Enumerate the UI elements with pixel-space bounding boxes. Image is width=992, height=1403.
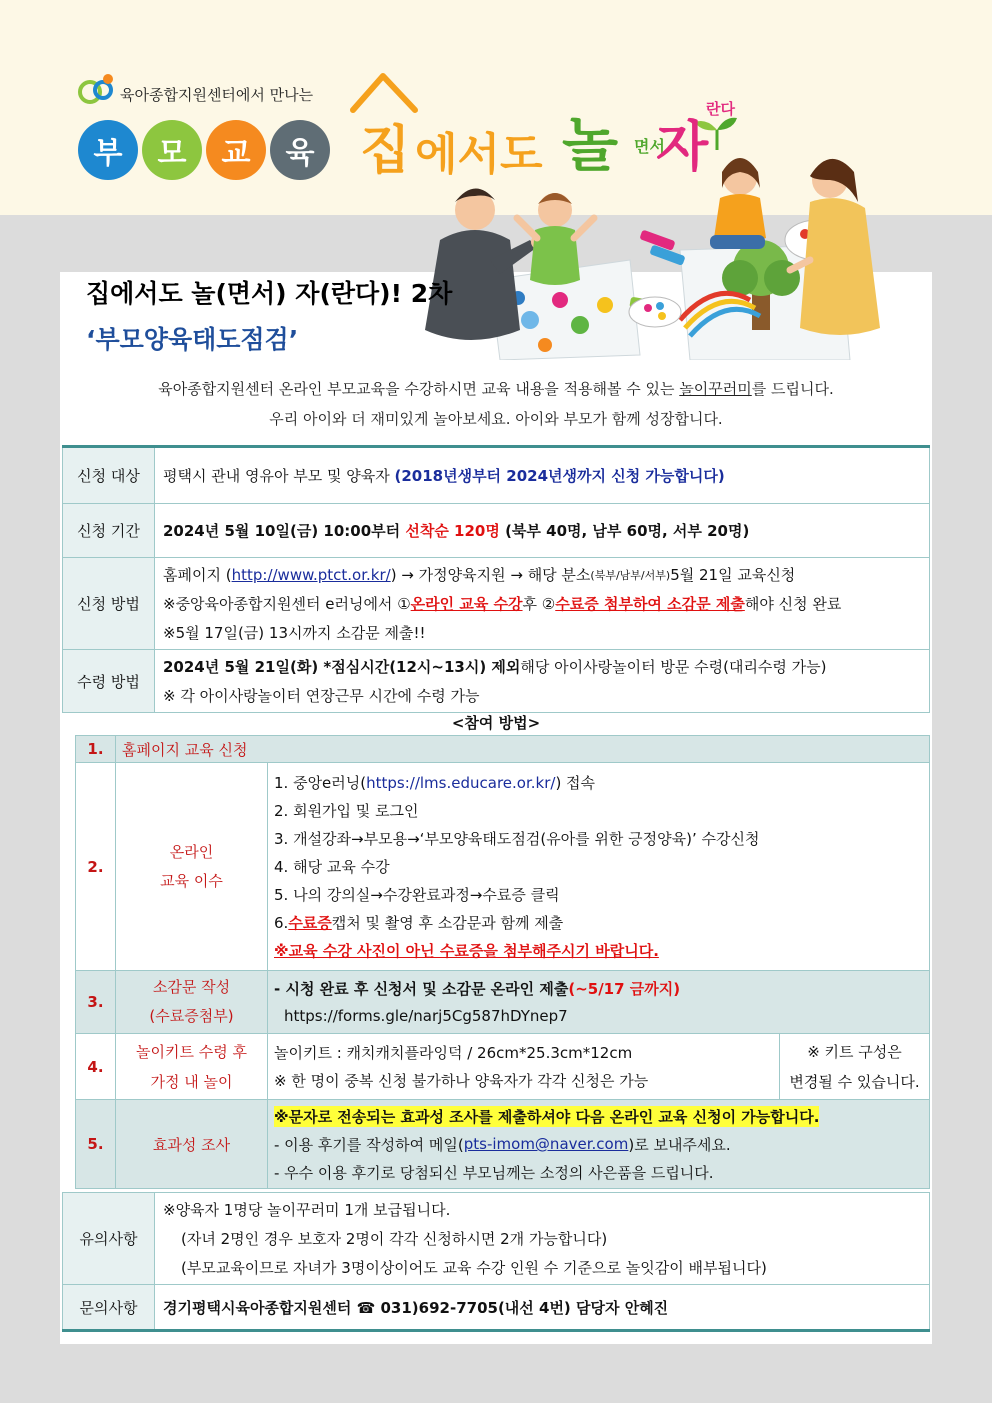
s3-l1-red: (~5/17 금까지) (568, 979, 681, 998)
caution-line-2: (자녀 2명인 경우 보호자 2명이 각각 신청하시면 2개 가능합니다) (181, 1230, 608, 1248)
step-4-name-1: 놀이키트 수령 후 (136, 1042, 247, 1061)
step-4-row (76, 1034, 930, 1100)
parent-education-badges (78, 120, 330, 180)
kit-note (780, 1034, 930, 1100)
s3-l1-pre: - 시청 완료 후 신청서 및 소감문 온라인 제출 (274, 979, 569, 998)
value-contact: 경기평택시육아종합지원센터 ☎ 031)692-7705(내선 4번) 담당자 안혜진 (155, 1285, 930, 1331)
step-2-item-1 (274, 769, 923, 797)
intro-line-1-underlined: 놀이꾸러미 (679, 380, 752, 398)
kit-note-1: ※ 키트 구성은 (807, 1042, 902, 1061)
deco-eseodo: 에서도 (415, 129, 543, 180)
label-contact: 문의사항 (63, 1285, 155, 1331)
step-5-row (76, 1100, 930, 1189)
step-2-item-4: 4. 해당 교육 수강 (274, 858, 390, 876)
row-target (63, 447, 930, 504)
method-line-2 (163, 589, 921, 618)
i6-pre: 6. (274, 913, 289, 932)
label-target: 신청 대상 (63, 447, 155, 504)
step-2-warning: ※교육 수강 사진이 아닌 수료증을 첨부해주시기 바랍니다. (274, 942, 659, 960)
method-line-1 (163, 560, 921, 589)
row-pickup (63, 650, 930, 713)
step-3-content (268, 971, 930, 1034)
step-5-number: 5. (76, 1100, 116, 1189)
step-3-name-2: (수료증첨부) (149, 1007, 234, 1025)
step-2-item-2: 2. 회원가입 및 로그인 (274, 802, 419, 820)
label-period: 신청 기간 (63, 504, 155, 558)
step-1-number: 1. (76, 736, 116, 763)
educare-link[interactable]: https://lms.educare.or.kr/ (366, 773, 556, 792)
step-5-line-1 (274, 1102, 923, 1130)
value-period (155, 504, 930, 558)
step-4-line-1: 놀이키트 : 캐치캐치플라잉덕 / 26cm*25.3cm*12cm (274, 1044, 633, 1062)
pickup-l1-bold: 2024년 5월 21일(화) *점심시간(12시~13시) 제외 (163, 658, 521, 676)
period-pre: 2024년 5월 10일(금) 10:00부터 (163, 522, 406, 540)
badge-yuk: 육 (270, 120, 330, 180)
step-2-name (116, 763, 268, 971)
step-2-item-6 (274, 909, 923, 937)
ptct-homepage-link[interactable]: http://www.ptct.or.kr/ (231, 565, 391, 584)
step-3-name-1: 소감문 작성 (152, 978, 231, 996)
survey-notice: ※문자로 전송되는 효과성 조사를 제출하셔야 다음 온라인 교육 신청이 가능합니다. (274, 1107, 820, 1126)
method-l2-post: 해야 신청 완료 (744, 595, 842, 613)
kit-note-2: 변경될 수 있습니다. (789, 1072, 920, 1091)
step-2-item-3: 3. 개설강좌→부모용→‘부모양육태도점검(유아를 위한 긍정양육)’ 수강신청 (274, 830, 760, 848)
logo-caption: 육아종합지원센터에서 만나는 (120, 86, 314, 104)
pickup-l1-post: 해당 아이사랑놀이터 방문 수령(대리수령 가능) (520, 658, 827, 676)
row-period (63, 504, 930, 558)
participation-steps-table (75, 735, 930, 1189)
step-5-name: 효과성 조사 (116, 1100, 268, 1189)
badge-gyo: 교 (206, 120, 266, 180)
method-line-3: ※5월 17일(금) 13시까지 소감문 제출!! (163, 624, 426, 642)
method-l2-red1: 온라인 교육 수강 (410, 595, 523, 613)
period-red: 선착순 120명 (405, 522, 500, 540)
step-5-line-2 (274, 1130, 923, 1158)
i6-red: 수료증 (288, 914, 332, 932)
step-2-number: 2. (76, 763, 116, 971)
step-4-name (116, 1034, 268, 1100)
deco-nol: 놀 (562, 111, 619, 179)
i1-pre: 1. 중앙e러닝( (274, 774, 367, 792)
pickup-line-1 (163, 652, 921, 681)
value-method (155, 558, 930, 650)
method-l1-post: 5월 21일 교육신청 (670, 566, 796, 584)
participation-title: <참여 방법> (451, 714, 541, 732)
value-pickup (155, 650, 930, 713)
intro-line-1-post: 를 드립니다. (751, 380, 834, 398)
step-1-name: 홈페이지 교육 신청 (116, 736, 930, 763)
step-2-name-1: 온라인 (169, 842, 214, 861)
label-method: 신청 방법 (63, 558, 155, 650)
step-4-number: 4. (76, 1034, 116, 1100)
page-title: 집에서도 놀(면서) 자(란다)! 2차 (86, 279, 453, 308)
method-l2-red2: 수료증 첨부하여 소감문 제출 (555, 595, 745, 613)
step-3-row (76, 971, 930, 1034)
application-info-table (62, 445, 930, 713)
page-subtitle: ‘부모양육태도점검’ (86, 325, 299, 354)
step-4-line-2: ※ 한 명이 중복 신청 불가하나 양육자가 각각 신청은 가능 (274, 1072, 649, 1090)
step-3-number: 3. (76, 971, 116, 1034)
i6-post: 캡처 및 촬영 후 소감문과 함께 제출 (331, 914, 564, 932)
deco-ja: 자 (656, 115, 709, 178)
step-5-content (268, 1100, 930, 1189)
step-2-name-2: 교육 이수 (160, 871, 223, 890)
period-post: (북부 40명, 남부 60명, 서부 20명) (499, 522, 750, 540)
step-2-row (76, 763, 930, 971)
deco-jip: 집 (360, 121, 411, 181)
intro-line-2: 우리 아이와 더 재미있게 놀아보세요. 아이와 부모가 함께 성장합니다. (269, 410, 723, 428)
row-method (63, 558, 930, 650)
caution-line-3: (부모교육이므로 자녀가 3명이상이어도 교육 수강 인원 수 기준으로 놀잇감이 배부됩니다) (181, 1259, 767, 1277)
google-form-link[interactable]: https://forms.gle/narj5Cg587hDYnep7 (284, 1007, 568, 1025)
step-3-name (116, 971, 268, 1034)
label-pickup: 수령 방법 (63, 650, 155, 713)
intro-line-1-pre: 육아종합지원센터 온라인 부모교육을 수강하시면 교육 내용을 적용해볼 수 있는 (158, 380, 680, 398)
method-l1-mid: ) → 가정양육지원 → 해당 분소 (390, 566, 591, 584)
method-l2-pre: ※중앙육아종합지원센터 e러닝에서 ① (163, 595, 411, 613)
pickup-line-2: ※ 각 아이사랑놀이터 연장근무 시간에 수령 가능 (163, 687, 480, 705)
step-2-item-5: 5. 나의 강의실→수강완료과정→수료증 클릭 (274, 886, 560, 904)
i1-post: ) 접속 (555, 774, 596, 792)
notes-table (62, 1192, 930, 1332)
step-3-line-1 (274, 974, 923, 1002)
method-l1-small: (북부/남부/서부) (590, 568, 671, 582)
review-email-link[interactable]: pts-imom@naver.com (463, 1135, 629, 1153)
row-caution (63, 1193, 930, 1285)
value-target (155, 447, 930, 504)
badge-bu: 부 (78, 120, 138, 180)
badge-mo: 모 (142, 120, 202, 180)
family-painting-illustration (380, 150, 920, 360)
step-4-content (268, 1034, 780, 1100)
target-highlight: (2018년생부터 2024년생까지 신청 가능합니다) (394, 467, 725, 485)
s5-l2-pre: - 이용 후기를 작성하여 메일( (274, 1135, 464, 1154)
deco-randa: 란다 (706, 100, 735, 118)
row-contact (63, 1285, 930, 1331)
intro-line-1 (62, 378, 930, 399)
s5-l2-post: )로 보내주세요. (628, 1135, 731, 1154)
center-logo-icon (78, 72, 118, 106)
method-l1-pre: 홈페이지 ( (163, 566, 232, 584)
caution-line-1: ※양육자 1명당 놀이꾸러미 1개 보급됩니다. (163, 1201, 451, 1219)
step-4-name-2: 가정 내 놀이 (150, 1072, 233, 1091)
value-caution (155, 1193, 930, 1285)
deco-myeonseo: 면서 (634, 137, 665, 156)
label-caution: 유의사항 (63, 1193, 155, 1285)
step-2-content (268, 763, 930, 971)
target-text: 평택시 관내 영유아 부모 및 양육자 (163, 467, 395, 485)
step-1-row (76, 736, 930, 763)
step-5-line-3: - 우수 이용 후기로 당첨되신 부모님께는 소정의 사은품을 드립니다. (274, 1163, 714, 1182)
method-l2-mid: 후 ② (522, 595, 556, 613)
